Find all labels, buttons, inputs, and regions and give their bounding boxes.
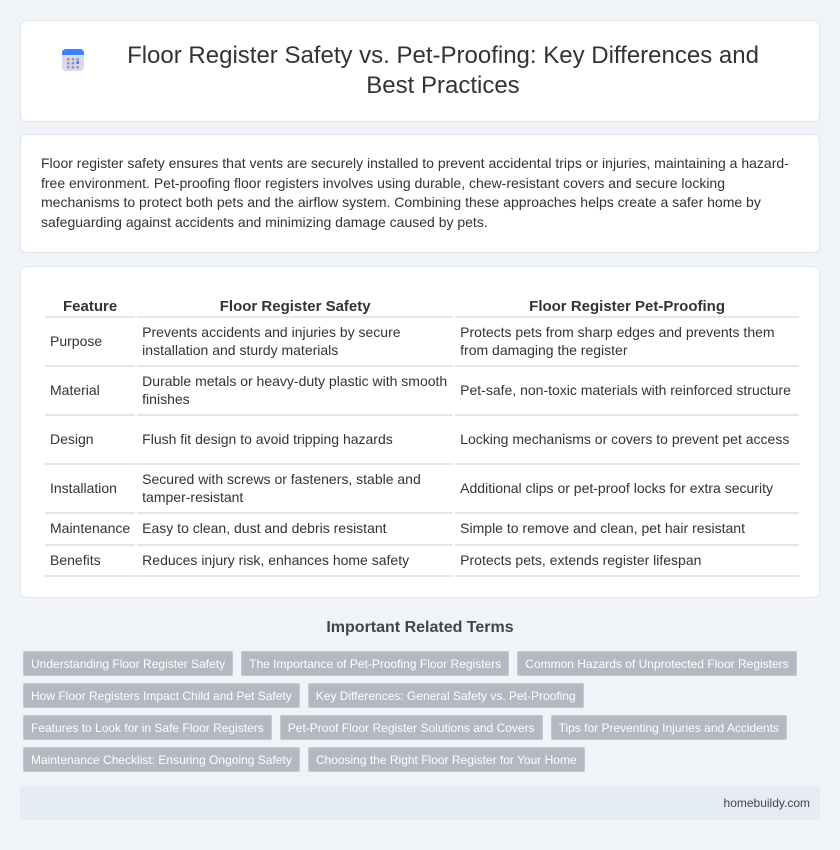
table-header-row: [45, 291, 799, 318]
footer: [20, 786, 820, 820]
intro-text: Floor register safety ensures that vents are securely installed to prevent accidental trips or injuries, maintaining a hazard-free environment. Pet-proofing floor registers involves using durable, chew-resistant covers and secure locking mechanisms to protect both pets and the airflow system. Combining these approaches helps create a safer home by safeguarding against accidents and minimizing damage caused by pets.: [41, 155, 789, 230]
cell-safety: Prevents accidents and injuries by secure installation and sturdy materials: [137, 318, 453, 367]
comparison-table: [43, 291, 801, 577]
table-row: [45, 318, 799, 367]
cell-pet-proofing: Additional clips or pet-proof locks for extra security: [455, 465, 799, 514]
related-tag[interactable]: Pet-Proof Floor Register Solutions and Covers: [280, 715, 543, 740]
table-row: [45, 514, 799, 546]
cell-pet-proofing: Pet-safe, non-toxic materials with reinforced structure: [455, 367, 799, 416]
comparison-table-card: [20, 266, 820, 598]
cell-feature: Installation: [45, 465, 135, 514]
cell-feature: Maintenance: [45, 514, 135, 546]
intro-card: [20, 134, 820, 253]
cell-safety: Durable metals or heavy-duty plastic with smooth finishes: [137, 367, 453, 416]
cell-pet-proofing: Protects pets, extends register lifespan: [455, 546, 799, 578]
cell-pet-proofing: Protects pets from sharp edges and prevents them from damaging the register: [455, 318, 799, 367]
table-row: [45, 465, 799, 514]
related-terms-title: Important Related Terms: [326, 619, 514, 636]
cell-pet-proofing: Locking mechanisms or covers to prevent pet access: [455, 416, 799, 465]
related-tag[interactable]: Choosing the Right Floor Register for Your Home: [308, 747, 585, 772]
table-row: [45, 416, 799, 465]
table-row: [45, 367, 799, 416]
related-tag[interactable]: Understanding Floor Register Safety: [23, 651, 233, 676]
related-tag[interactable]: The Importance of Pet-Proofing Floor Registers: [241, 651, 509, 676]
cell-feature: Benefits: [45, 546, 135, 578]
cell-feature: Material: [45, 367, 135, 416]
cell-safety: Easy to clean, dust and debris resistant: [137, 514, 453, 546]
footer-site: homebuildy.com: [723, 796, 810, 810]
related-tag[interactable]: Common Hazards of Unprotected Floor Registers: [517, 651, 796, 676]
related-tag[interactable]: Key Differences: General Safety vs. Pet-Proofing: [308, 683, 584, 708]
related-tag[interactable]: Maintenance Checklist: Ensuring Ongoing Safety: [23, 747, 300, 772]
related-tag[interactable]: Tips for Preventing Injuries and Accidents: [551, 715, 787, 740]
related-terms-tags: [23, 651, 813, 772]
cell-safety: Flush fit design to avoid tripping hazards: [137, 416, 453, 465]
cell-safety: Reduces injury risk, enhances home safety: [137, 546, 453, 578]
cell-pet-proofing: Simple to remove and clean, pet hair resistant: [455, 514, 799, 546]
header-card: [20, 20, 820, 122]
header-pet-proofing: Floor Register Pet-Proofing: [455, 291, 799, 318]
title-wrap: [61, 41, 779, 101]
cell-safety: Secured with screws or fasteners, stable and tamper-resistant: [137, 465, 453, 514]
cell-feature: Purpose: [45, 318, 135, 367]
header-feature: Feature: [45, 291, 135, 318]
related-tag[interactable]: How Floor Registers Impact Child and Pet Safety: [23, 683, 300, 708]
calendar-icon: [61, 48, 85, 72]
header-safety: Floor Register Safety: [137, 291, 453, 318]
table-row: [45, 546, 799, 578]
related-tag[interactable]: Features to Look for in Safe Floor Registers: [23, 715, 272, 740]
page-title: Floor Register Safety vs. Pet-Proofing: Key Differences and Best Practices: [127, 42, 759, 99]
cell-feature: Design: [45, 416, 135, 465]
